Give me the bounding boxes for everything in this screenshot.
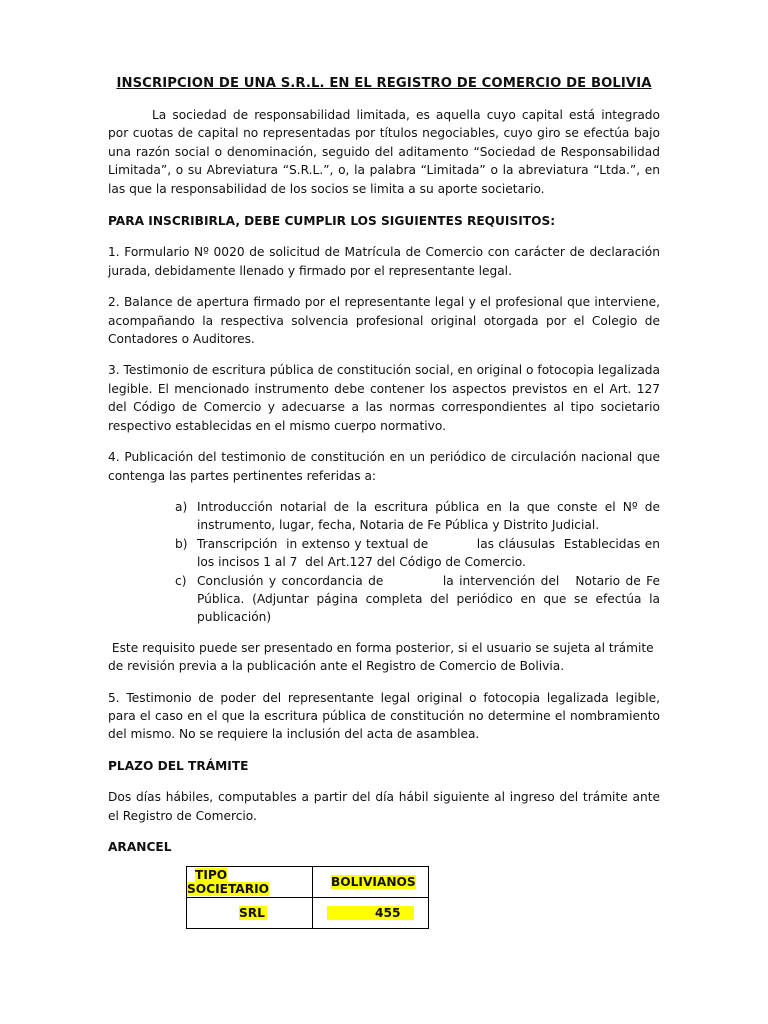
sublist-item-label: a) bbox=[175, 499, 188, 514]
requirement-5: 5. Testimonio de poder del representante legal original o fotocopia legalizada legible, para el caso en el que la escritura pública de constitución no determine el nombramiento del mismo. No se requiere la inclusión del acta de asamblea. bbox=[108, 690, 660, 742]
header-bolivianos: BOLIVIANOS bbox=[331, 875, 416, 890]
document-title: INSCRIPCION DE UNA S.R.L. EN EL REGISTRO DE COMERCIO DE BOLIVIA bbox=[116, 76, 652, 91]
requirements-heading: PARA INSCRIBIRLA, DEBE CUMPLIR LOS SIGUIENTES REQUISITOS: bbox=[108, 214, 556, 229]
sublist-item-text: Introducción notarial de la escritura pública en la que conste el Nº de instrumento, lugar, fecha, Notaria de Fe Pública y Distrito Judicial. bbox=[197, 499, 660, 533]
intro-paragraph: La sociedad de responsabilidad limitada, es aquella cuyo capital está integrado por cuotas de capital no representadas por títulos negociables, cuyo giro se efectúa bajo una razón social o denominación, seguido del aditamento “Sociedad de Responsabilidad Limitada”, o su Abreviatura “S.R.L.”, o, la palabra “Limitada” o la abreviatura “Ltda.”, en las que la responsabilidad de los socios se limita a su aporte societario. bbox=[108, 108, 660, 196]
cell-tipo: SRL bbox=[239, 906, 265, 921]
sublist-item-c bbox=[175, 572, 664, 627]
sublist-item-b bbox=[175, 535, 664, 572]
requirement-1: 1. Formulario Nº 0020 de solicitud de Matrícula de Comercio con carácter de declaración jurada, debidamente llenado y firmado por el representante legal. bbox=[108, 245, 660, 278]
requirement-3: 3. Testimonio de escritura pública de constitución social, en original o fotocopia legalizada legible. El mencionado instrumento debe contener los aspectos previstos en el Art. 127 del Código de Comercio y adecuarse a las normas correspondientes al tipo societario respectivo establecidas en el mismo cuerpo normativo. bbox=[108, 363, 660, 433]
sublist-item-label: b) bbox=[175, 536, 188, 551]
sublist-item-label: c) bbox=[175, 573, 187, 588]
sublist-item-a bbox=[175, 498, 660, 535]
requirement-4: 4. Publicación del testimonio de constitución en un periódico de circulación nacional que contenga las partes pertinentes referidas a: bbox=[108, 450, 660, 483]
arancel-table-wrap bbox=[186, 866, 660, 929]
plazo-heading: PLAZO DEL TRÁMITE bbox=[108, 758, 249, 773]
sublist-item-text: Transcripción in extenso y textual de las cláusulas Establecidas en los incisos 1 al 7 del Art.127 del Código de Comercio. bbox=[197, 536, 664, 570]
table-cell bbox=[313, 898, 429, 929]
arancel-heading: ARANCEL bbox=[108, 840, 172, 854]
table-header-cell bbox=[187, 867, 313, 898]
table-header-cell bbox=[313, 867, 429, 898]
requirement-4-sublist bbox=[175, 498, 664, 627]
table-cell bbox=[187, 898, 313, 929]
requirement-4-note: Este requisito puede ser presentado en forma posterior, si el usuario se sujeta al trámite de revisión previa a la publicación ante el Registro de Comercio de Bolivia. bbox=[108, 640, 658, 674]
table-row bbox=[187, 898, 429, 929]
table-header-row bbox=[187, 867, 429, 898]
arancel-table bbox=[186, 866, 429, 929]
cell-monto: 455 bbox=[327, 906, 414, 920]
header-tipo-societario: TIPO SOCIETARIO bbox=[187, 868, 270, 897]
plazo-text: Dos días hábiles, computables a partir del día hábil siguiente al ingreso del trámite ante el Registro de Comercio. bbox=[108, 790, 660, 823]
requirement-2: 2. Balance de apertura firmado por el representante legal y el profesional que interviene, acompañando la respectiva solvencia profesional original otorgada por el Colegio de Contadores o Auditores. bbox=[108, 295, 660, 347]
sublist-item-text: Conclusión y concordancia de la intervención del Notario de Fe Pública. (Adjuntar página completa del periódico en que se efectúa la publicación) bbox=[197, 573, 664, 625]
